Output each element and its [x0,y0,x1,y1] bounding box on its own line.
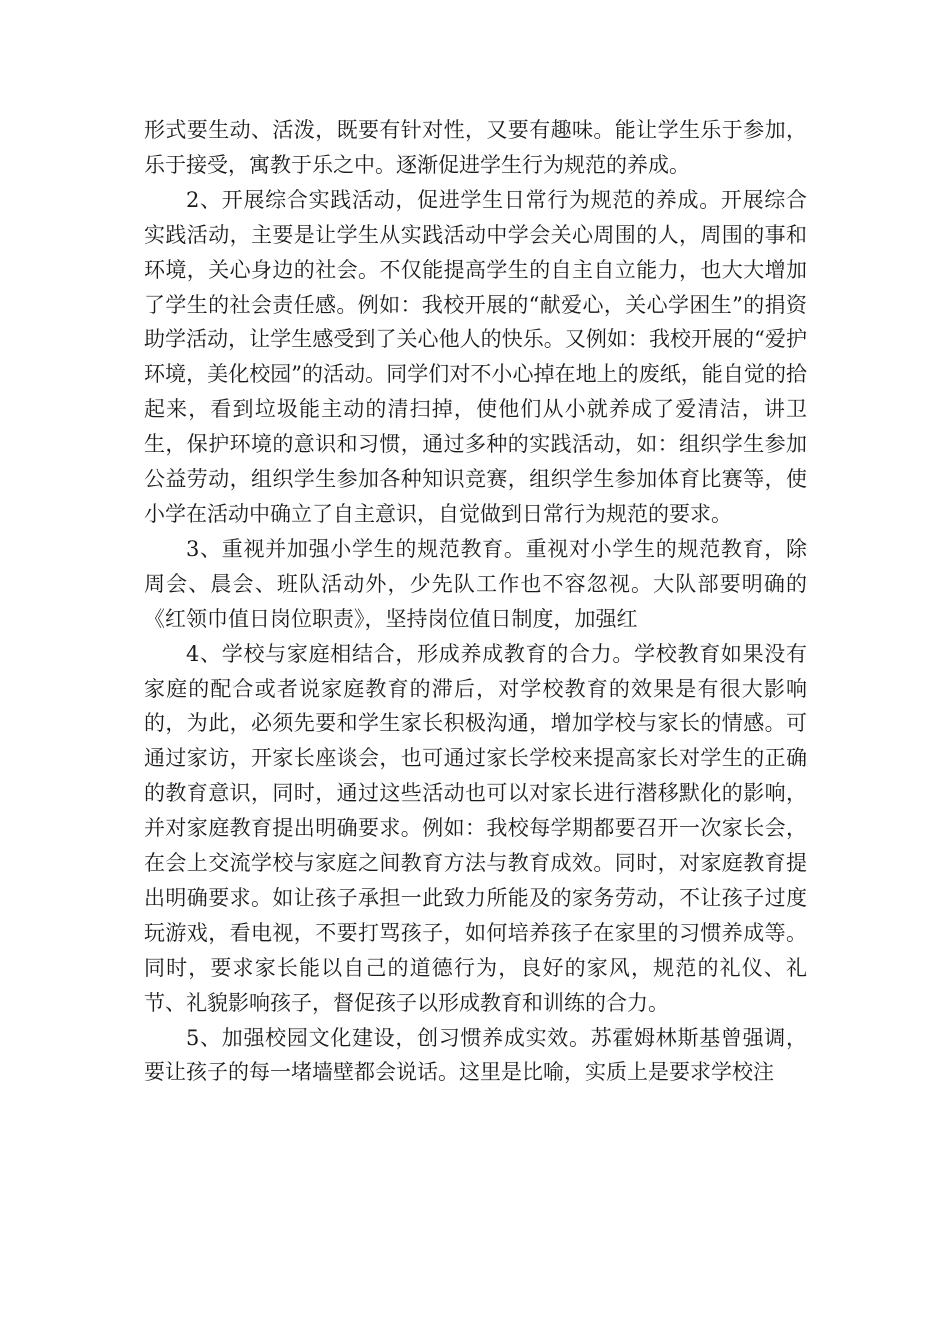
paragraph-continuation: 形式要生动、活泼，既要有针对性，又要有趣味。能让学生乐于参加，乐于接受，寓教于乐之中。逐渐促进学生行为规范的养成。 [144,118,807,177]
paragraph-item-2: 2、开展综合实践活动，促进学生日常行为规范的养成。开展综合实践活动，主要是让学生从实践活动中学会关心周围的人，周围的事和环境，关心身边的社会。不仅能提高学生的自主自立能力，也大大增加了学生的社会责任感。例如：我校开展的“献爱心，关心学困生”的捐资助学活动，让学生感受到了关心他人的快乐。又例如：我校开展的“爱护环境，美化校园”的活动。同学们对不小心掉在地上的废纸，能自觉的拾起来，看到垃圾能主动的清扫掉，使他们从小就养成了爱清洁，讲卫生，保护环境的意识和习惯，通过多种的实践活动，如：组织学生参加公益劳动，组织学生参加各种知识竞赛，组织学生参加体育比赛等，使小学在活动中确立了自主意识，自觉做到日常行为规范的要求。 [144,187,807,526]
document-body [144,113,807,1090]
paragraph-item-4: 4、学校与家庭相结合，形成养成教育的合力。学校教育如果没有家庭的配合或者说家庭教育的滞后，对学校教育的效果是有很大影响的，为此，必须先要和学生家长积极沟通，增加学校与家长的情感。可通过家访，开家长座谈会，也可通过家长学校来提高家长对学生的正确的教育意识，同时，通过这些活动也可以对家长进行潜移默化的影响，并对家庭教育提出明确要求。例如：我校每学期都要召开一次家长会，在会上交流学校与家庭之间教育方法与教育成效。同时，对家庭教育提出明确要求。如让孩子承担一此致力所能及的家务劳动，不让孩子过度玩游戏，看电视，不要打骂孩子，如何培养孩子在家里的习惯养成等。同时，要求家长能以自己的道德行为，良好的家风，规范的礼仪、礼节、礼貌影响孩子，督促孩子以形成教育和训练的合力。 [144,641,807,1015]
paragraph-item-3: 3、重视并加强小学生的规范教育。重视对小学生的规范教育，除周会、晨会、班队活动外，少先队工作也不容忽视。大队部要明确的《红领巾值日岗位职责》，坚持岗位值日制度，加强红 [144,536,807,631]
paragraph-item-5: 5、加强校园文化建设，创习惯养成实效。苏霍姆林斯基曾强调，要让孩子的每一堵墙壁都会说话。这里是比喻，实质上是要求学校注 [144,1025,807,1085]
